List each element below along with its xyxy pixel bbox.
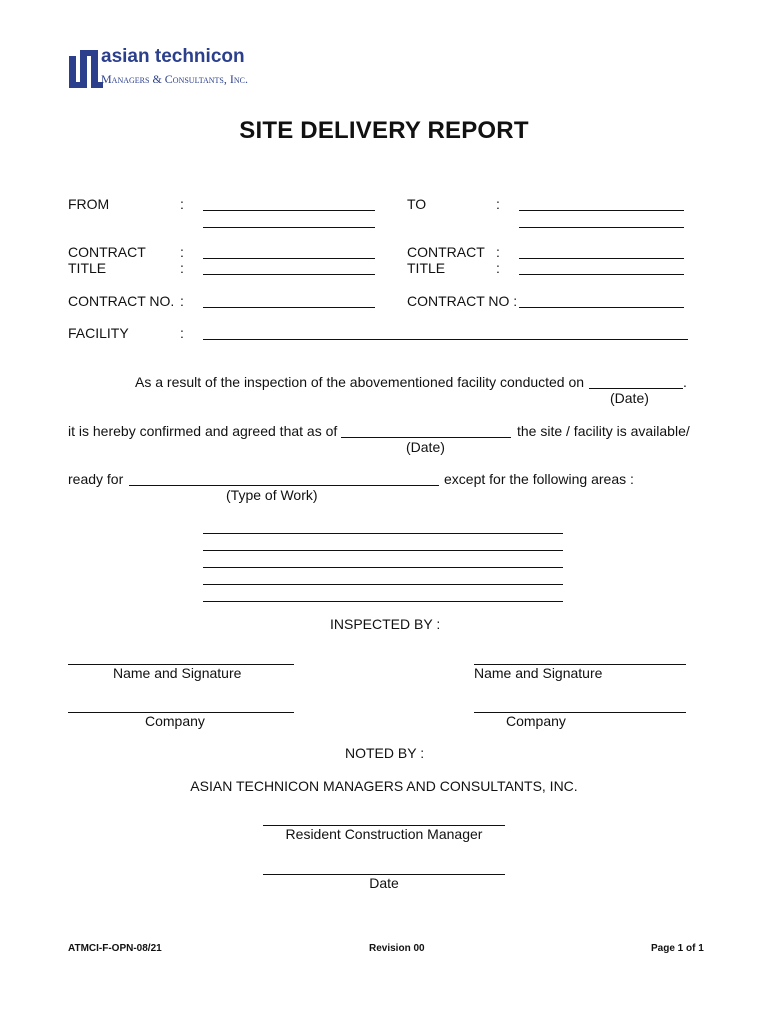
- contract-no-line-right[interactable]: [519, 307, 684, 308]
- area-line-4[interactable]: [203, 584, 563, 585]
- footer-revision: Revision 00: [369, 943, 425, 954]
- contract-title-line-left-2[interactable]: [203, 274, 375, 275]
- confirm-text: it is hereby confirmed and agreed that as of: [68, 423, 338, 439]
- to-colon: :: [496, 196, 500, 212]
- name-signature-left: Name and Signature: [113, 665, 242, 681]
- contract-no-label-right: CONTRACT NO :: [407, 293, 518, 309]
- title-colon-right: :: [496, 260, 500, 276]
- contract-title-line-right-2[interactable]: [519, 274, 684, 275]
- logo-mark-icon: [68, 46, 104, 90]
- contract-colon-left: :: [180, 244, 184, 260]
- company-label-left: Company: [145, 713, 205, 729]
- inspected-by-label: INSPECTED BY :: [330, 616, 441, 632]
- from-line-2[interactable]: [203, 227, 375, 228]
- logo-subtitle: Managers & Consultants, Inc.: [101, 72, 248, 86]
- facility-line[interactable]: [203, 339, 688, 340]
- to-line-2[interactable]: [519, 227, 684, 228]
- inspection-date-hint: (Date): [610, 390, 649, 406]
- except-text: except for the following areas :: [444, 471, 634, 487]
- to-label: TO: [407, 196, 427, 212]
- company-full-name: ASIAN TECHNICON MANAGERS AND CONSULTANTS, INC.: [190, 778, 578, 794]
- facility-label: FACILITY: [68, 325, 129, 341]
- area-line-3[interactable]: [203, 567, 563, 568]
- name-signature-right: Name and Signature: [474, 665, 603, 681]
- title-colon-left: :: [180, 260, 184, 276]
- footer-page-number: Page 1 of 1: [651, 943, 704, 954]
- confirm-date-line[interactable]: [341, 437, 511, 438]
- company-logo: [68, 46, 288, 94]
- from-colon: :: [180, 196, 184, 212]
- confirm-date-hint: (Date): [406, 439, 445, 455]
- footer-form-code: ATMCI-F-OPN-08/21: [68, 943, 162, 954]
- area-line-1[interactable]: [203, 533, 563, 534]
- from-line-1[interactable]: [203, 210, 375, 211]
- to-line-1[interactable]: [519, 210, 684, 211]
- date-label: Date: [369, 875, 399, 891]
- page-title: SITE DELIVERY REPORT: [239, 117, 529, 144]
- contract-no-line-left[interactable]: [203, 307, 375, 308]
- type-of-work-hint: (Type of Work): [226, 487, 318, 503]
- title-label-right: TITLE: [407, 260, 446, 276]
- logo-name: asian technicon: [101, 46, 245, 67]
- ready-for-label: ready for: [68, 471, 124, 487]
- title-label-left: TITLE: [68, 260, 107, 276]
- contract-title-line-left-1[interactable]: [203, 258, 375, 259]
- facility-colon: :: [180, 325, 184, 341]
- contract-no-colon-left: :: [180, 293, 184, 309]
- resident-manager-label: Resident Construction Manager: [285, 826, 483, 842]
- contract-label-right: CONTRACT: [407, 244, 485, 260]
- contract-title-line-right-1[interactable]: [519, 258, 684, 259]
- confirm-end-text: the site / facility is available/: [517, 423, 690, 439]
- type-of-work-line[interactable]: [129, 485, 439, 486]
- contract-no-label-left: CONTRACT NO.: [68, 293, 175, 309]
- contract-colon-right: :: [496, 244, 500, 260]
- area-line-5[interactable]: [203, 601, 563, 602]
- contract-label-left: CONTRACT: [68, 244, 146, 260]
- inspection-date-line[interactable]: [589, 388, 683, 389]
- area-line-2[interactable]: [203, 550, 563, 551]
- noted-by-label: NOTED BY :: [345, 745, 425, 761]
- from-label: FROM: [68, 196, 110, 212]
- inspection-text: As a result of the inspection of the abovementioned facility conducted on: [135, 374, 585, 390]
- inspection-period: .: [683, 374, 687, 390]
- company-label-right: Company: [506, 713, 566, 729]
